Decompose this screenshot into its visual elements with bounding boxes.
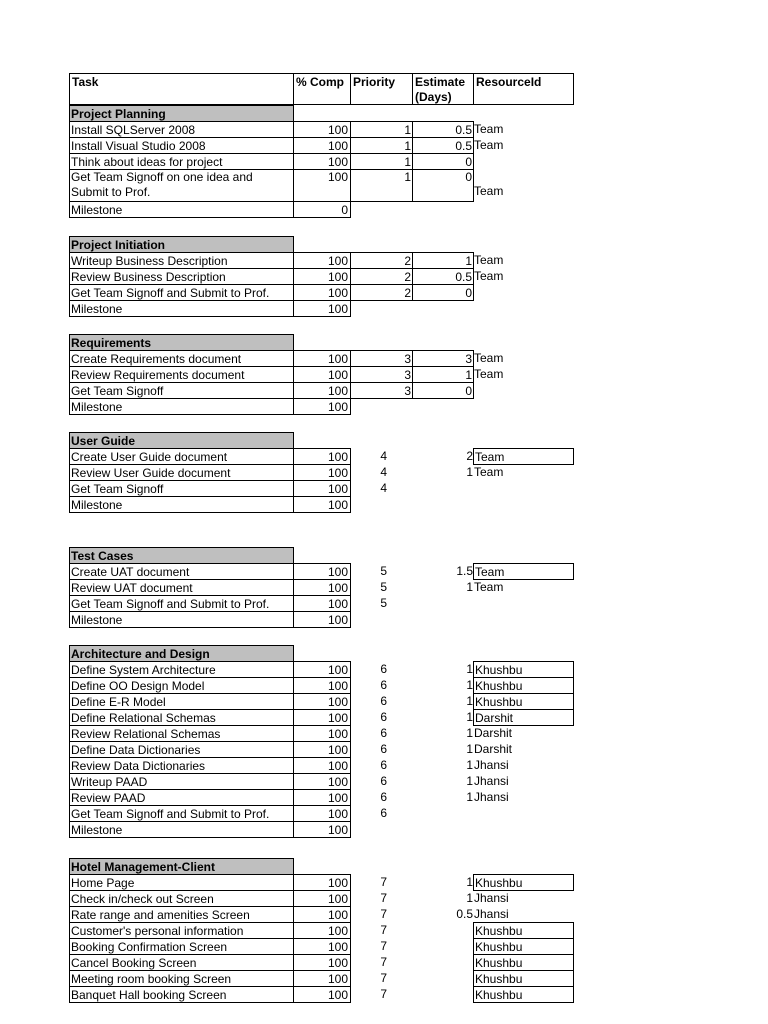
resource-cell: Khushbu	[473, 677, 574, 694]
table-row	[69, 268, 574, 284]
task-cell: Think about ideas for project	[69, 153, 294, 170]
table-row	[69, 938, 574, 954]
resource-cell: Khushbu	[473, 970, 574, 987]
header-priority: Priority	[350, 73, 413, 105]
estimate-cell: 1	[466, 662, 473, 676]
priority-cell: 7	[380, 971, 387, 985]
table-row	[69, 366, 574, 382]
task-cell: Get Team Signoff and Submit to Prof.	[69, 284, 294, 301]
table-row	[69, 890, 574, 906]
resource-cell: Team	[473, 563, 574, 580]
table-row	[69, 137, 574, 153]
task-cell: Milestone	[69, 201, 294, 218]
comp-cell: 100	[293, 906, 351, 923]
estimate-cell	[412, 938, 474, 955]
priority-cell: 4	[380, 481, 387, 495]
table-row	[69, 773, 574, 789]
comp-cell: 100	[293, 563, 351, 580]
comp-cell: 100	[293, 268, 351, 285]
estimate-cell: 1	[412, 366, 474, 383]
comp-cell: 100	[293, 300, 351, 317]
table-row	[69, 741, 574, 757]
comp-cell: 100	[293, 121, 351, 138]
task-cell: Review UAT document	[69, 579, 294, 596]
task-cell: Define System Architecture	[69, 661, 294, 678]
task-cell: Milestone	[69, 611, 294, 628]
comp-cell: 100	[293, 464, 351, 481]
task-cell: Create User Guide document	[69, 448, 294, 465]
task-cell: Writeup PAAD	[69, 773, 294, 790]
priority-cell: 7	[380, 875, 387, 889]
task-cell: Install SQLServer 2008	[69, 121, 294, 138]
task-cell: Rate range and amenities Screen	[69, 906, 294, 923]
table-row	[69, 201, 574, 217]
header-comp: % Comp	[293, 73, 351, 105]
resource-cell: Khushbu	[473, 693, 574, 710]
estimate-cell: 0.5	[412, 268, 474, 285]
resource-cell	[473, 153, 574, 170]
priority-cell: 6	[380, 678, 387, 692]
table-row	[69, 954, 574, 970]
priority-cell: 6	[380, 694, 387, 708]
estimate-cell: 1	[466, 580, 473, 594]
resource-cell: Khushbu	[473, 922, 574, 939]
comp-cell: 100	[293, 169, 351, 202]
task-cell: Milestone	[69, 398, 294, 415]
task-cell: Review User Guide document	[69, 464, 294, 481]
section-title: User Guide	[69, 432, 294, 449]
comp-cell: 100	[293, 970, 351, 987]
resource-cell: Team	[474, 580, 504, 594]
estimate-cell	[412, 986, 474, 1003]
table-row	[69, 789, 574, 805]
task-cell: Install Visual Studio 2008	[69, 137, 294, 154]
task-cell: Review PAAD	[69, 789, 294, 806]
estimate-cell	[412, 970, 474, 987]
resource-cell	[473, 480, 574, 497]
comp-cell: 100	[293, 137, 351, 154]
header-resource: ResourceId	[473, 73, 574, 105]
resource-cell: Jhansi	[474, 790, 509, 804]
task-cell: Home Page	[69, 874, 294, 891]
priority-cell: 3	[350, 366, 413, 383]
resource-cell: Team	[473, 448, 574, 465]
estimate-cell: 1	[466, 678, 473, 692]
priority-cell: 2	[350, 268, 413, 285]
estimate-cell	[412, 805, 474, 822]
estimate-cell: 0.5	[456, 907, 473, 921]
priority-cell: 6	[380, 806, 387, 820]
comp-cell: 100	[293, 741, 351, 758]
task-cell: Review Relational Schemas	[69, 725, 294, 742]
resource-cell	[473, 805, 574, 822]
table-row	[69, 693, 574, 709]
task-cell: Get Team Signoff and Submit to Prof.	[69, 805, 294, 822]
task-cell: Create Requirements document	[69, 350, 294, 367]
task-cell: Get Team Signoff and Submit to Prof.	[69, 595, 294, 612]
comp-cell: 100	[293, 350, 351, 367]
table-row	[69, 725, 574, 741]
header-estimate: Estimate (Days)	[412, 73, 474, 105]
resource-cell: Team	[474, 351, 504, 365]
estimate-cell: 1	[466, 465, 473, 479]
table-row	[69, 986, 574, 1002]
estimate-cell: 1	[466, 710, 473, 724]
estimate-cell: 0.5	[412, 121, 474, 138]
resource-cell: Team	[474, 269, 504, 283]
comp-cell: 100	[293, 496, 351, 513]
comp-cell: 100	[293, 480, 351, 497]
estimate-cell: 2	[466, 449, 473, 463]
priority-cell: 4	[380, 449, 387, 463]
comp-cell: 100	[293, 709, 351, 726]
estimate-cell: 0	[412, 153, 474, 170]
estimate-cell: 1	[466, 790, 473, 804]
table-row	[69, 709, 574, 725]
estimate-cell: 0	[412, 169, 474, 202]
table-row	[69, 496, 574, 512]
priority-cell: 7	[380, 891, 387, 905]
section-title: Requirements	[69, 334, 294, 351]
priority-cell: 6	[380, 742, 387, 756]
table-row	[69, 169, 574, 201]
resource-cell: Khushbu	[473, 954, 574, 971]
table-row	[69, 677, 574, 693]
task-cell: Define Relational Schemas	[69, 709, 294, 726]
priority-cell: 1	[350, 121, 413, 138]
comp-cell: 100	[293, 366, 351, 383]
resource-cell: Khushbu	[473, 874, 574, 891]
table-row	[69, 563, 574, 579]
comp-cell: 100	[293, 398, 351, 415]
task-cell: Define E-R Model	[69, 693, 294, 710]
table-row	[69, 121, 574, 137]
resource-cell: Khushbu	[473, 661, 574, 678]
estimate-cell	[412, 595, 474, 612]
resource-cell: Jhansi	[474, 891, 509, 905]
comp-cell: 100	[293, 595, 351, 612]
priority-cell: 3	[350, 382, 413, 399]
comp-cell: 100	[293, 382, 351, 399]
estimate-cell: 1	[466, 891, 473, 905]
priority-cell: 5	[380, 580, 387, 594]
priority-cell: 6	[380, 710, 387, 724]
estimate-cell: 1	[466, 875, 473, 889]
estimate-cell: 1	[466, 774, 473, 788]
comp-cell: 100	[293, 773, 351, 790]
task-cell: Milestone	[69, 821, 294, 838]
comp-cell: 100	[293, 661, 351, 678]
table-row	[69, 805, 574, 821]
section-title: Hotel Management-Client	[69, 858, 294, 875]
task-cell: Check in/check out Screen	[69, 890, 294, 907]
resource-cell: Team	[474, 465, 504, 479]
task-text: Get Team Signoff on one idea and	[71, 170, 253, 184]
task-cell: Review Requirements document	[69, 366, 294, 383]
task-cell: Get Team Signoff	[69, 480, 294, 497]
comp-cell: 100	[293, 954, 351, 971]
priority-cell: 7	[380, 939, 387, 953]
priority-cell: 7	[380, 955, 387, 969]
task-cell: Define OO Design Model	[69, 677, 294, 694]
priority-cell: 6	[380, 726, 387, 740]
table-row	[69, 398, 574, 414]
task-cell: Cancel Booking Screen	[69, 954, 294, 971]
estimate-cell: 0.5	[412, 137, 474, 154]
table-row	[69, 595, 574, 611]
priority-cell: 6	[380, 790, 387, 804]
table-row	[69, 821, 574, 837]
comp-cell: 100	[293, 821, 351, 838]
resource-cell: Jhansi	[474, 774, 509, 788]
priority-cell: 7	[380, 923, 387, 937]
task-cell: Milestone	[69, 496, 294, 513]
estimate-cell	[412, 922, 474, 939]
task-cell	[69, 169, 294, 202]
resource-cell: Team	[474, 122, 504, 136]
task-cell: Get Team Signoff	[69, 382, 294, 399]
estimate-cell: 1	[466, 694, 473, 708]
resource-cell	[473, 382, 574, 399]
task-cell: Create UAT document	[69, 563, 294, 580]
comp-cell: 100	[293, 252, 351, 269]
priority-cell: 2	[350, 284, 413, 301]
comp-cell: 100	[293, 890, 351, 907]
comp-cell: 100	[293, 448, 351, 465]
priority-cell: 5	[380, 596, 387, 610]
resource-cell: Team	[474, 253, 504, 267]
table-row	[69, 661, 574, 677]
header-task: Task	[69, 73, 294, 105]
table-row	[69, 874, 574, 890]
task-cell: Customer's personal information	[69, 922, 294, 939]
resource-cell	[473, 595, 574, 612]
table-row	[69, 153, 574, 169]
comp-cell: 100	[293, 579, 351, 596]
task-cell: Booking Confirmation Screen	[69, 938, 294, 955]
priority-cell: 7	[380, 987, 387, 1001]
priority-cell: 6	[380, 774, 387, 788]
task-cell: Banquet Hall booking Screen	[69, 986, 294, 1003]
section-title: Test Cases	[69, 547, 294, 564]
table-row	[69, 579, 574, 595]
section-title: Project Initiation	[69, 236, 294, 253]
table-row	[69, 464, 574, 480]
table-row	[69, 611, 574, 627]
resource-cell: Darshit	[474, 742, 513, 756]
resource-cell: Jhansi	[474, 758, 509, 772]
task-cell: Define Data Dictionaries	[69, 741, 294, 758]
resource-cell: Jhansi	[474, 907, 509, 921]
comp-cell: 0	[293, 201, 351, 218]
comp-cell: 100	[293, 874, 351, 891]
priority-cell: 1	[350, 137, 413, 154]
priority-cell: 7	[380, 907, 387, 921]
comp-cell: 100	[293, 153, 351, 170]
priority-cell: 1	[350, 169, 413, 202]
table-row	[69, 448, 574, 464]
task-cell: Review Data Dictionaries	[69, 757, 294, 774]
comp-cell: 100	[293, 757, 351, 774]
estimate-cell: 0	[412, 284, 474, 301]
estimate-cell	[412, 480, 474, 497]
priority-cell: 5	[380, 564, 387, 578]
table-row	[69, 922, 574, 938]
task-cell: Writeup Business Description	[69, 252, 294, 269]
table-row	[69, 480, 574, 496]
resource-cell: Darshit	[473, 709, 574, 726]
comp-cell: 100	[293, 693, 351, 710]
comp-cell: 100	[293, 922, 351, 939]
estimate-cell: 1	[412, 252, 474, 269]
table-row	[69, 757, 574, 773]
priority-cell: 1	[350, 153, 413, 170]
table-row	[69, 350, 574, 366]
priority-cell: 3	[350, 350, 413, 367]
task-cell: Review Business Description	[69, 268, 294, 285]
priority-cell: 4	[380, 465, 387, 479]
resource-cell: Khushbu	[473, 938, 574, 955]
task-text-continued: Submit to Prof.	[71, 185, 151, 199]
table-row	[69, 300, 574, 316]
priority-cell: 6	[380, 758, 387, 772]
comp-cell: 100	[293, 725, 351, 742]
resource-cell: Darshit	[474, 726, 513, 740]
resource-cell	[473, 284, 574, 301]
section-title: Project Planning	[69, 105, 294, 122]
comp-cell: 100	[293, 805, 351, 822]
task-cell: Milestone	[69, 300, 294, 317]
resource-cell: Khushbu	[473, 986, 574, 1003]
resource-cell: Team	[474, 138, 504, 152]
estimate-cell: 1	[466, 726, 473, 740]
task-cell: Meeting room booking Screen	[69, 970, 294, 987]
resource-cell: Team	[474, 367, 504, 381]
comp-cell: 100	[293, 611, 351, 628]
priority-cell: 6	[380, 662, 387, 676]
table-row	[69, 382, 574, 398]
priority-cell: 2	[350, 252, 413, 269]
estimate-cell: 1.5	[456, 564, 473, 578]
estimate-cell: 0	[412, 382, 474, 399]
resource-cell: Team	[474, 184, 504, 198]
comp-cell: 100	[293, 938, 351, 955]
comp-cell: 100	[293, 789, 351, 806]
comp-cell: 100	[293, 677, 351, 694]
estimate-cell: 1	[466, 742, 473, 756]
section-title: Architecture and Design	[69, 645, 294, 662]
table-row	[69, 906, 574, 922]
table-row	[69, 970, 574, 986]
comp-cell: 100	[293, 986, 351, 1003]
table-row	[69, 284, 574, 300]
comp-cell: 100	[293, 284, 351, 301]
estimate-cell: 3	[412, 350, 474, 367]
estimate-cell	[412, 954, 474, 971]
estimate-cell: 1	[466, 758, 473, 772]
table-row	[69, 252, 574, 268]
